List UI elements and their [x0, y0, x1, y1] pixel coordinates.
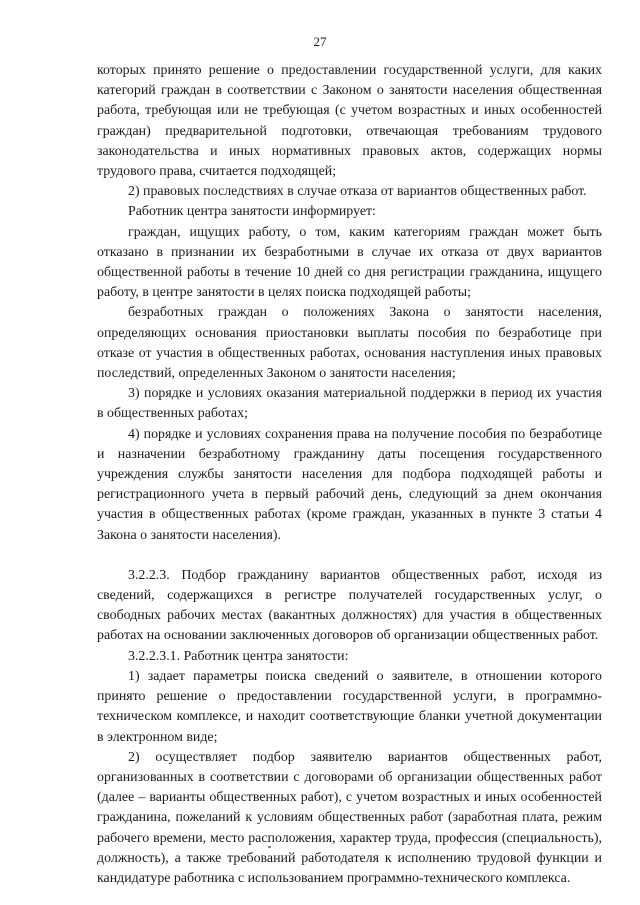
page-number: 27: [313, 34, 327, 49]
paragraph: Работник центра занятости информирует:: [128, 204, 376, 220]
paragraph: безработных граждан о положениях Закона о занятости населения, определяющих основания приостановки выплаты пособия по безработице при отказе от участия в общественных работах, основания наступления иных правовых последствий, определенных Законом о занятости населения;: [97, 305, 602, 382]
paragraph: 3.2.2.3. Подбор гражданину вариантов общественных работ, исходя из сведений, содержащихся в регистре получателей государственных услуг, о свободных рабочих местах (вакантных должностях) для участия в общественных работах на основании заключенных договоров об организации общественных работ.: [97, 567, 602, 644]
section-gap: [97, 546, 602, 566]
paragraph: 3.2.2.3.1. Работник центра занятости:: [128, 648, 349, 664]
paragraph: 2) осуществляет подбор заявителю вариантов общественных работ, организованных в соответствии с договорами об организации общественных работ (далее – варианты общественных работ), с учетом возрастных и иных особенностей гражданина, пожеланий к условиям общественных работ (заработная плата, режим рабочего времени, место расположения, характер труда, профессия (специальность), должность), а также требований работодателя к исполнению трудовой функции и кандидатуре работника с использованием программно-технического комплекса.: [97, 749, 602, 886]
paragraph: 4) порядке и условиях сохранения права на получение пособия по безработице и назначении безработному гражданину даты посещения государственного учреждения службы занятости населения для подбора подходящей работы и регистрационного учета в первый рабочий день, следующий за днем окончания участия в общественных работах (кроме граждан, указанных в пункте 3 статьи 4 Закона о занятости населения).: [97, 426, 602, 543]
paragraph: которых принято решение о предоставлении государственной услуги, для каких категорий граждан в соответствии с Законом о занятости населения общественная работа, требующая или не требующая (с учетом возрастных и иных особенностей граждан) предварительной подготовки, отвечающая требованиям трудового законодательства и иных нормативных правовых актов, содержащих нормы трудового права, считается подходящей;: [97, 63, 602, 180]
paragraph: 1) задает параметры поиска сведений о заявителе, в отношении которого принято решение о предоставлении государственной услуги, в программно-техническом комплексе, и находит соответствующие бланки учетной документации в электронном виде;: [97, 668, 602, 745]
paragraph: 2) правовых последствиях в случае отказа от вариантов общественных работ.: [128, 184, 587, 200]
paragraph: граждан, ищущих работу, о том, каким категориям граждан может быть отказано в признании их безработными в случае их отказа от двух вариантов общественной работы в течение 10 дней со дня регистрации гражданина, ищущего работу, в центре занятости в целях поиска подходящей работы;: [97, 224, 602, 301]
scan-mark: [268, 846, 271, 848]
paragraph: 3) порядке и условиях оказания материальной поддержки в период их участия в общественных работах;: [97, 386, 602, 422]
document-body: [97, 61, 602, 889]
